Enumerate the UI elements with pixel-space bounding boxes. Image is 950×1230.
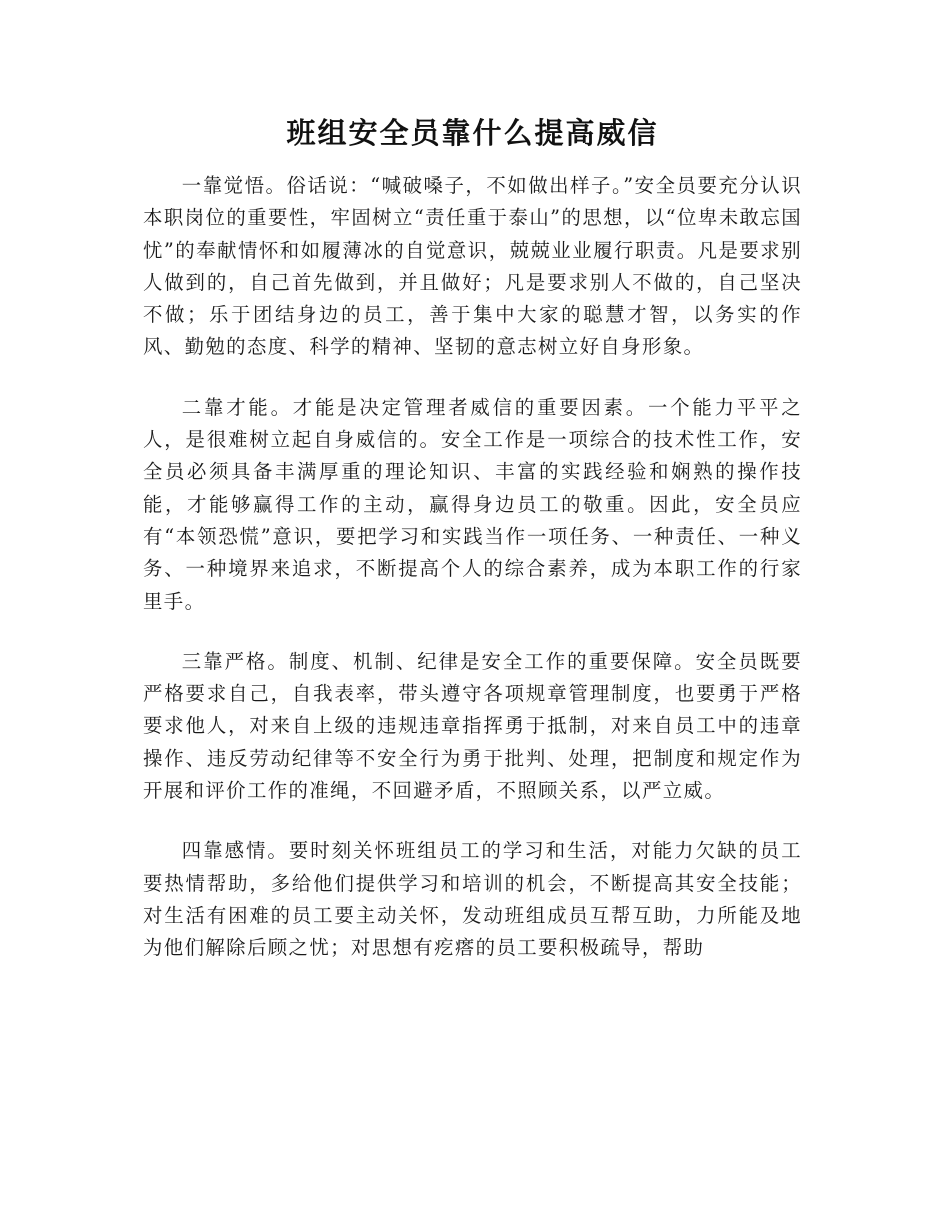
paragraph-1: 一靠觉悟。俗话说：“喊破嗓子，不如做出样子。”安全员要充分认识本职岗位的重要性，牢固树立“责任重于泰山”的思想，以“位卑未敢忘国忧”的奉献情怀和如履薄冰的自觉意识，兢兢业业履行职责。凡是要求别人做到的，自己首先做到，并且做好；凡是要求别人不做的，自己坚决不做；乐于团结身边的员工，善于集中大家的聪慧才智，以务实的作风、勤勉的态度、科学的精神、坚韧的意志树立好自身形象。 (143, 174, 802, 359)
document-title: 班组安全员靠什么提高威信 (286, 116, 659, 150)
paragraph-3: 三靠严格。制度、机制、纪律是安全工作的重要保障。安全员既要严格要求自己，自我表率，带头遵守各项规章管理制度，也要勇于严格要求他人，对来自上级的违规违章指挥勇于抵制，对来自员工中的违章操作、违反劳动纪律等不安全行为勇于批判、处理，把制度和规定作为开展和评价工作的准绳，不回避矛盾，不照顾关系，以严立威。 (143, 649, 802, 803)
paragraph-4: 四靠感情。要时刻关怀班组员工的学习和生活，对能力欠缺的员工要热情帮助，多给他们提供学习和培训的机会，不断提高其安全技能；对生活有困难的员工要主动关怀，发动班组成员互帮互助，力所能及地为他们解除后顾之忧；对思想有疙瘩的员工要积极疏导，帮助 (143, 839, 802, 960)
paragraph-2: 二靠才能。才能是决定管理者威信的重要因素。一个能力平平之人，是很难树立起自身威信的。安全工作是一项综合的技术性工作，安全员必须具备丰满厚重的理论知识、丰富的实践经验和娴熟的操作技能，才能够赢得工作的主动，赢得身边员工的敬重。因此，安全员应有“本领恐慌”意识，要把学习和实践当作一项任务、一种责任、一种义务、一种境界来追求，不断提高个人的综合素养，成为本职工作的行家里手。 (143, 395, 802, 613)
